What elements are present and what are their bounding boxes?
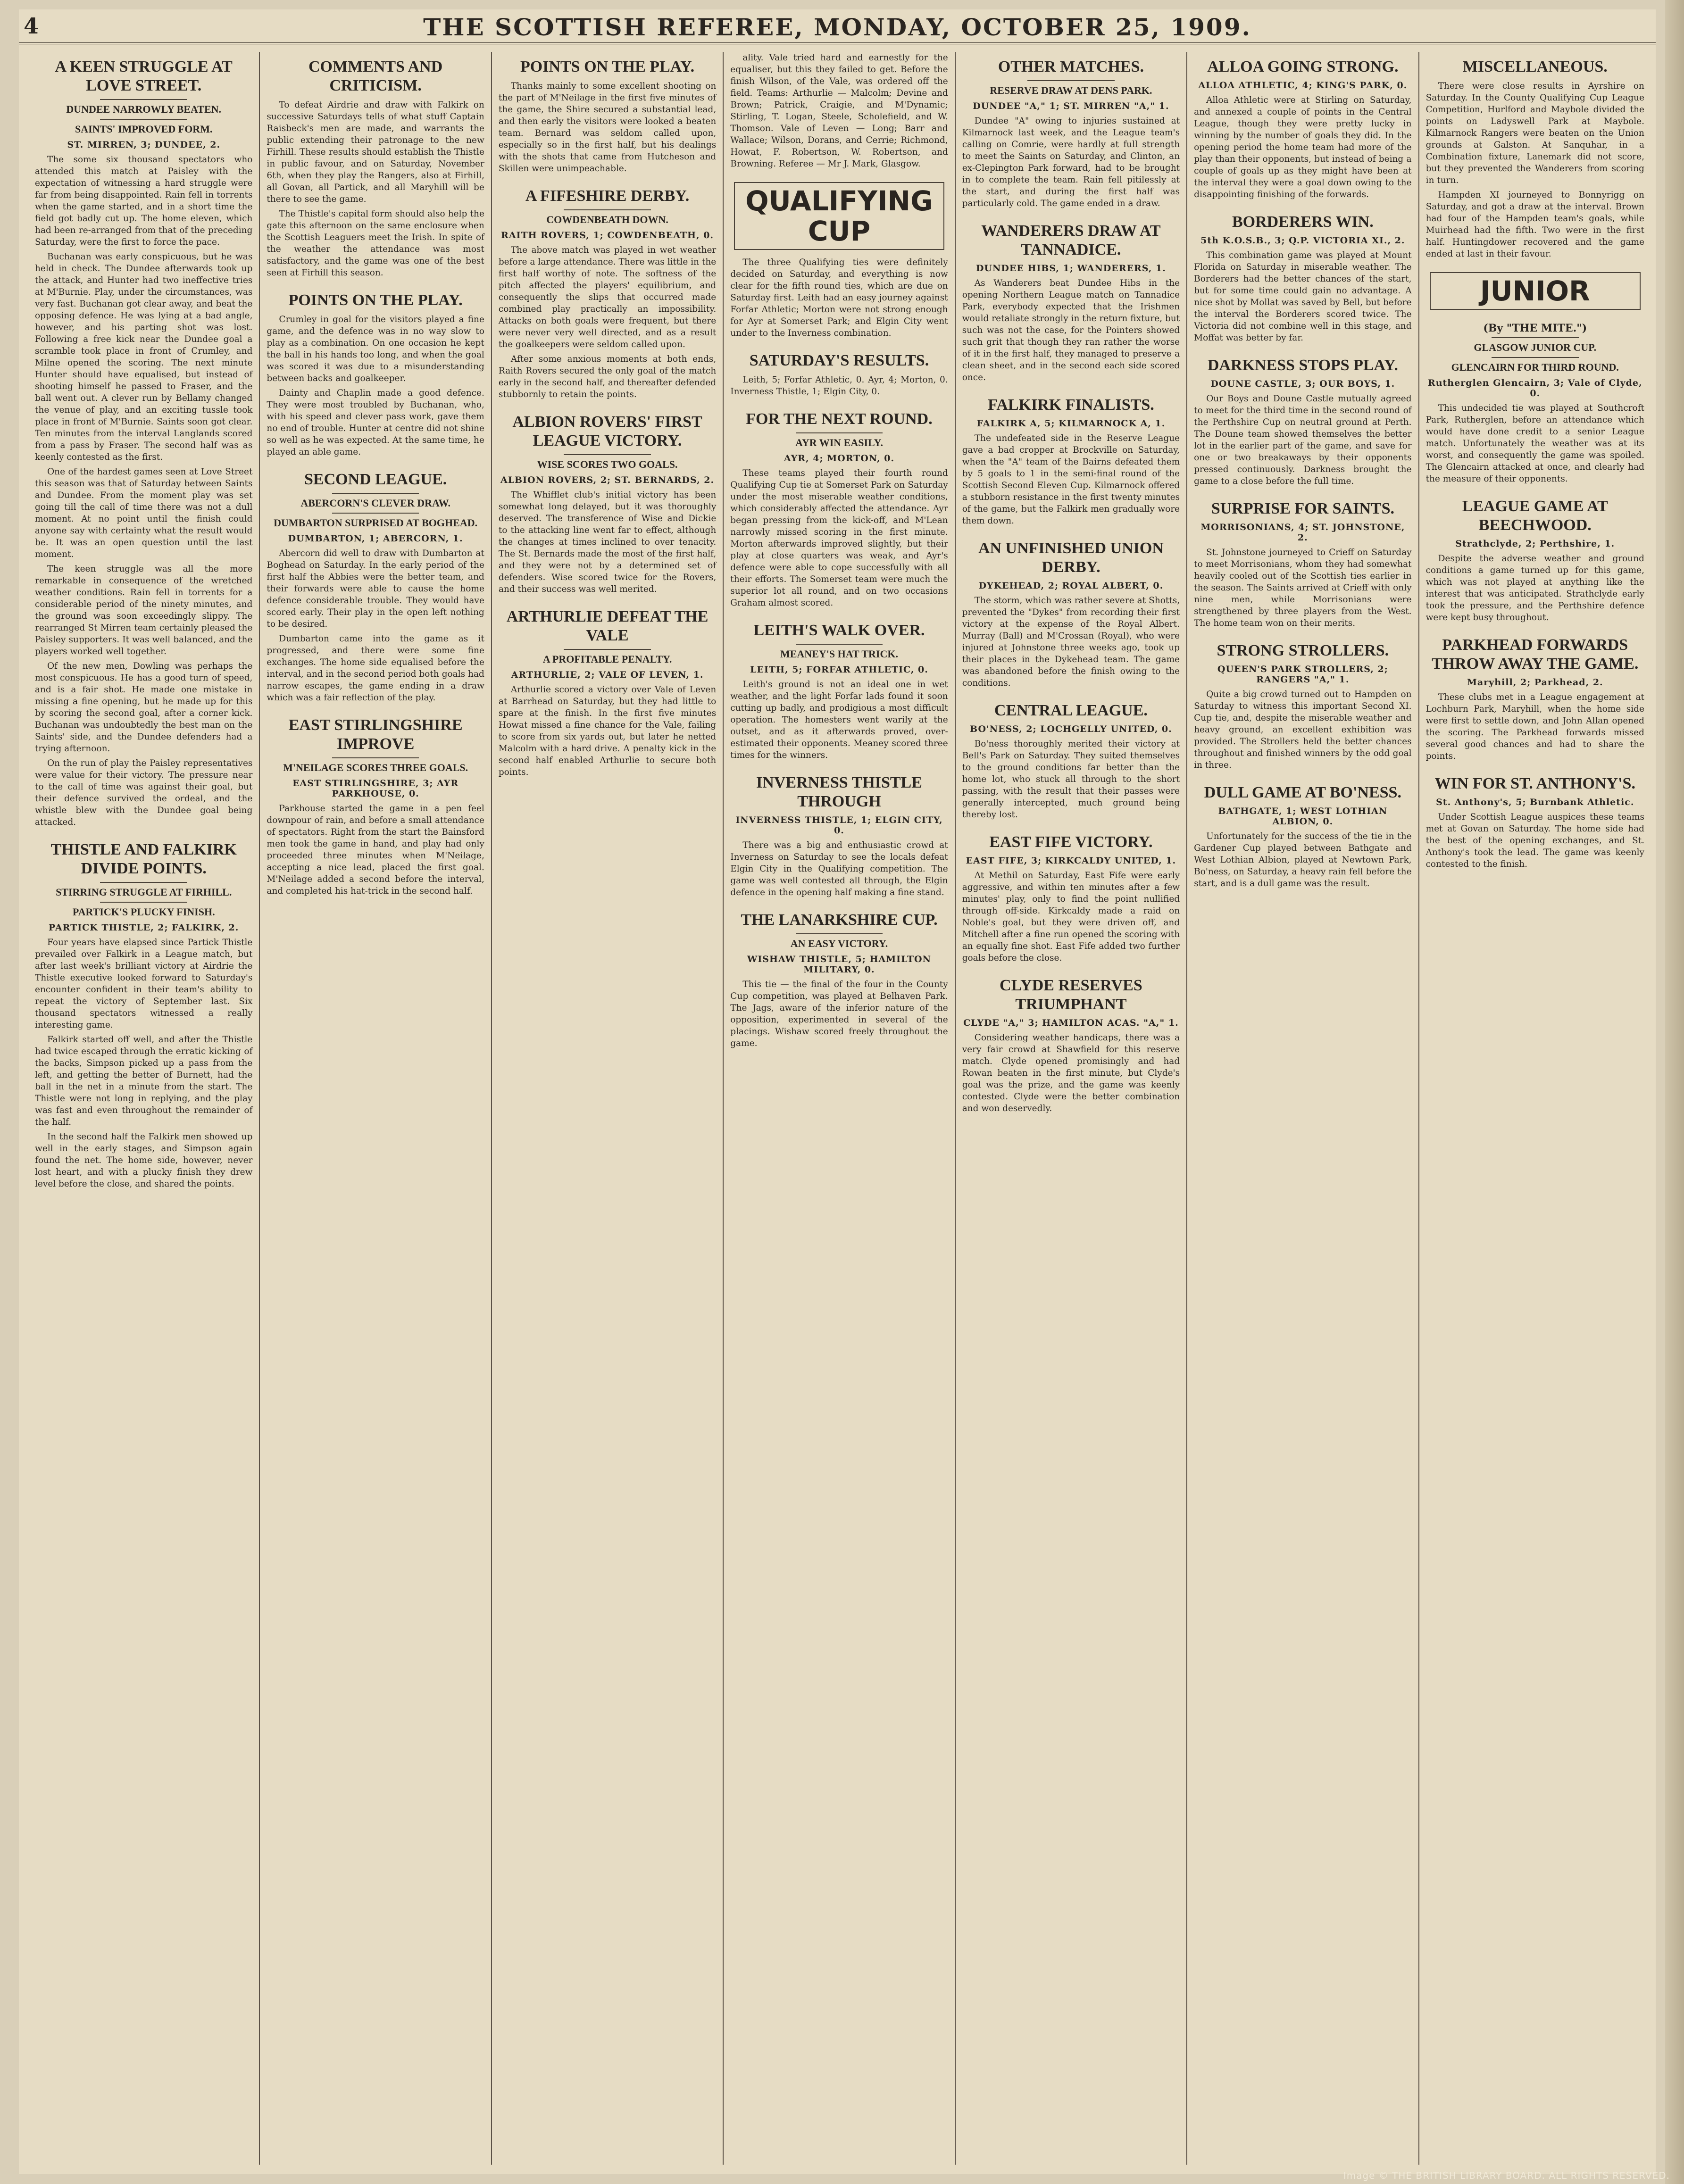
article-subheading: A PROFITABLE PENALTY. xyxy=(542,653,672,665)
columns-container xyxy=(28,52,1651,2165)
article xyxy=(1426,58,1644,260)
article-paragraph: This combination game was played at Mount Florida on Saturday in miserable weather. The Borderers had the better chances of the start, but for some time could gain no advantage. A nice shot by Mollat was saved by Bell, but before the interval the Borderers scored twice. The Victoria did not combine well in this stage, and Moffat was better by far. xyxy=(1194,250,1412,343)
article-paragraph: At Methil on Saturday, East Fife were early aggressive, and within ten minutes after a few minutes' play, only to find the point nullified through off-side. Kirkcaldy made a raid on Noble's goal, but they were driven off, and Mitchell after a fine run opened the scoring with an equally fine shot. East Fife added two further goals before the close. xyxy=(962,871,1180,963)
article-headline: INVERNESS THISTLE THROUGH xyxy=(756,774,922,810)
article-paragraph: Unfortunately for the success of the tie in the Gardener Cup played between Bathgate and West Lothian Albion, played at Newtown Park, Bo'ness, on Saturday, a heavy rain fell before the start, and is a dull game was the result. xyxy=(1194,831,1412,889)
article xyxy=(35,58,252,828)
divider-rule xyxy=(1027,80,1115,81)
article-headline: WIN FOR ST. ANTHONY'S. xyxy=(1434,775,1635,792)
article-body xyxy=(1194,249,1411,344)
match-score: EAST FIFE, 3; KIRKCALDY UNITED, 1. xyxy=(966,855,1176,866)
article xyxy=(730,621,948,761)
article-paragraph: To defeat Airdrie and draw with Falkirk on successive Saturdays tells of what stuff Captain Raisbeck's men are made, and warrants the public extending their patronage to the new Firhill. These results should establish the Thistle in public favour, and on Saturday, November 6th, when they play the Rangers, also at Firhill, all Govan, all Partick, and all Maryhill will be there to see the game. xyxy=(267,100,484,204)
article xyxy=(499,607,716,778)
article xyxy=(962,701,1180,821)
match-score: DUNDEE HIBS, 1; WANDERERS, 1. xyxy=(975,263,1166,274)
article-paragraph: St. Johnstone journeyed to Crieff on Saturday to meet Morrisonians, whom they had somewhat heavily cooled out of the Scottish ties earlier in the season. The Saints arrived at Crieff with only nine men, while Morrisonians were strengthened by three players from the West. The home team won on their merits. xyxy=(1194,548,1412,628)
article-paragraph: On the run of play the Paisley representatives were value for their victory. The pressure near to the call of time was against their goal, but their defence survived the ordeal, and the whistle blew with the Dundee goal being attacked. xyxy=(35,758,253,827)
article-body xyxy=(730,679,948,761)
article-paragraph: Alloa Athletic were at Stirling on Saturday, and annexed a couple of points in the Central League, though they were pretty lucky in winning by the number of goals they did. In the opening period the home team had more of the play than their opponents, but instead of being a couple of goals up as they might have been at the interval they were a goal down owing to the disappointing finishing of the forwards. xyxy=(1194,95,1412,199)
article-body xyxy=(1426,553,1644,623)
article-subheading: DUNDEE NARROWLY BEATEN. xyxy=(66,103,222,115)
article xyxy=(1194,783,1411,889)
newspaper-page xyxy=(19,9,1656,2174)
article-paragraph: Leith's ground is not an ideal one in wet weather, and the light Forfar lads found it soon cutting up badly, and prodigious a most difficult operation. The homesters went warily at the outset, and as it afterwards proved, over-estimated their opponents. Meaney scored three times for the winners. xyxy=(730,680,948,760)
article-headline: ALLOA GOING STRONG. xyxy=(1207,58,1399,75)
article-paragraph: Quite a big crowd turned out to Hampden on Saturday to witness this important Second XI. Cup tie, and, despite the miserable weather and heavy ground, an excellent exhibition was provided. The Strollers held the better chances throughout and finished winners by the odd goal in three. xyxy=(1194,689,1412,770)
column-2 xyxy=(260,52,492,2165)
match-score: QUEEN'S PARK STROLLERS, 2; RANGERS "A," 1. xyxy=(1217,664,1388,685)
match-score: St. Anthony's, 5; Burnbank Athletic. xyxy=(1436,797,1634,807)
divider-rule xyxy=(332,757,419,758)
divider-rule xyxy=(796,933,883,934)
article-body xyxy=(267,548,484,704)
article-body xyxy=(730,52,948,170)
article xyxy=(962,58,1180,209)
article-paragraph: The keen struggle was all the more remarkable in consequence of the wretched weather conditions. Rain fell in torrents for a considerable period of the ninety minutes, and the ground was soon exceedingly slippy. The rearranged St Mirren team certainly pleased the Paisley supporters. It was well balanced, and the players worked well together. xyxy=(35,564,253,656)
article-headline: SURPRISE FOR SAINTS. xyxy=(1211,500,1394,517)
page-number: 4 xyxy=(24,13,39,39)
article-body xyxy=(1194,547,1411,629)
article-paragraph: One of the hardest games seen at Love Street this season was that of Saturday between Saints and Dundee. From the moment play was set going till the call of time there was not a dull moment. At no point until the finish could anyone say with certainty what the result would be. It was an open question until the last moment. xyxy=(35,467,253,559)
column-6 xyxy=(1187,52,1419,2165)
article-paragraph: ality. Vale tried hard and earnestly for the equaliser, but this they failed to get. Before the finish Wilson, of the Vale, was ordered off the field. Teams: Arthurlie — Malcolm; Devine and Brown; Patrick, Craigie, and M'Dynamic; Stirling, T. Logan, Steele, Scholefield, and W. Thomson. Vale of Leven — Long; Barr and Wallace; Wilson, Dorans, and Cerrie; Richmond, Howat, F. Robertson, W. Robertson, and Browning. Referee — Mr J. Mark, Glasgow. xyxy=(730,53,948,169)
match-score: Rutherglen Glencairn, 3; Vale of Clyde, 0. xyxy=(1427,378,1642,399)
article-subheading: RESERVE DRAW AT DENS PARK. xyxy=(990,84,1152,96)
divider-rule xyxy=(100,119,187,120)
article xyxy=(499,58,716,174)
divider-rule xyxy=(100,99,187,100)
article-subheading: STIRRING STRUGGLE AT FIRHILL. xyxy=(56,886,232,898)
match-score: INVERNESS THISTLE, 1; ELGIN CITY, 0. xyxy=(735,815,943,836)
article xyxy=(1194,356,1411,487)
article-headline: SATURDAY'S RESULTS. xyxy=(749,352,929,369)
article-body xyxy=(499,80,716,174)
article-body xyxy=(962,595,1180,689)
match-score: 5th K.O.S.B., 3; Q.P. VICTORIA XI., 2. xyxy=(1200,235,1405,246)
article-headline: PARKHEAD FORWARDS THROW AWAY THE GAME. xyxy=(1432,636,1639,673)
article-headline: DULL GAME AT BO'NESS. xyxy=(1204,784,1401,801)
article-body xyxy=(499,489,716,595)
article-byline: (By "THE MITE.") xyxy=(1483,322,1587,334)
match-score: MORRISONIANS, 4; ST. JOHNSTONE, 2. xyxy=(1200,522,1405,543)
match-score: FALKIRK A, 5; KILMARNOCK A, 1. xyxy=(976,418,1166,429)
divider-rule xyxy=(100,882,187,883)
article xyxy=(730,351,948,398)
article-paragraph: Falkirk started off well, and after the Thistle had twice escaped through the erratic kicking of the backs, Simpson picked up a pass from the left, and getting the better of Burnett, had the ball in the net in a minute from the start. The Thistle were not long in replying, and the play was fast and even throughout the remainder of the half. xyxy=(35,1035,253,1127)
match-score: ST. MIRREN, 3; DUNDEE, 2. xyxy=(67,140,221,150)
article xyxy=(1426,774,1644,870)
match-score: WISHAW THISTLE, 5; HAMILTON MILITARY, 0. xyxy=(747,954,931,975)
match-score: BATHGATE, 1; WEST LOTHIAN ALBION, 0. xyxy=(1218,806,1388,827)
divider-rule xyxy=(796,644,883,645)
article-subheading: GLASGOW JUNIOR CUP. xyxy=(1474,341,1597,353)
article-subheading: GLENCAIRN FOR THIRD ROUND. xyxy=(1451,361,1619,373)
article-paragraph: Our Boys and Doune Castle mutually agreed to meet for the third time in the second round of the Perthshire Cup on neutral ground at Perth. The Doune team showed themselves the better lot in the earlier part of the game, and save for one or two breakaways by their opponents pressed continuously. Darkness brought the game to a close before the full time. xyxy=(1194,394,1412,486)
article-paragraph: As Wanderers beat Dundee Hibs in the opening Northern League match on Tannadice Park, everybody expected that the Irishmen would retaliate strongly in the return fixture, but such was not the case, for the Pointers showed such grit that though they ran rather the worse of it in the first half, they managed to preserve a clean sheet, and in the second each side scored once. xyxy=(962,278,1180,382)
divider-rule xyxy=(332,493,419,494)
column-1 xyxy=(28,52,260,2165)
match-score: AYR, 4; MORTON, 0. xyxy=(784,453,895,464)
article-subheading: AYR WIN EASILY. xyxy=(795,437,884,448)
article xyxy=(962,222,1180,383)
match-score: BO'NESS, 2; LOCHGELLY UNITED, 0. xyxy=(970,724,1172,734)
article-body xyxy=(962,277,1180,383)
article xyxy=(267,470,484,704)
article-headline: CENTRAL LEAGUE. xyxy=(994,702,1148,719)
article-body xyxy=(1426,80,1644,260)
article-body xyxy=(962,115,1180,209)
article-headline: POINTS ON THE PLAY. xyxy=(288,291,463,309)
divider-rule xyxy=(564,649,651,650)
column-7 xyxy=(1419,52,1651,2165)
article-body xyxy=(267,314,484,458)
divider-rule xyxy=(564,454,651,455)
article xyxy=(267,291,484,458)
article xyxy=(1426,322,1644,485)
article-body xyxy=(962,432,1180,527)
article-paragraph: The three Qualifying ties were definitely decided on Saturday, and everything is now clear for the fifth round ties, which are due on Saturday first. Leith had an easy journey against Forfar Athletic; Morton were not strong enough for Ayr at Somerset Park; and Elgin City went under to the Inverness combination. xyxy=(730,257,948,338)
match-score: RAITH ROVERS, 1; COWDENBEATH, 0. xyxy=(501,230,714,241)
article-headline: BORDERERS WIN. xyxy=(1232,213,1374,231)
article-headline: A FIFESHIRE DERBY. xyxy=(525,187,690,205)
article-paragraph: The above match was played in wet weather before a large attendance. There was little in the first half worthy of note. The softness of the pitch affected the players' equilibrium, and consequently the slips that occurred made combined play practically an impossibility. Attacks on both goals were frequent, but there were never very well directed, and as a result the goalkeepers were seldom called upon. xyxy=(498,245,717,349)
match-score: EAST STIRLINGSHIRE, 3; AYR PARKHOUSE, 0. xyxy=(292,778,459,799)
article-headline: MISCELLANEOUS. xyxy=(1462,58,1608,75)
article-paragraph: Buchanan was early conspicuous, but he was held in check. The Dundee afterwards took up the attack, and Hunter had two ineffective tries at M'Burnie. Play, under the circumstances, was very fast. Buchanan got clear away, and beat the opposing defence. He was lying at a bad angle, however, and his parting shot was lost. Following a free kick near the Dundee goal a scramble took place in front of Crumley, and Milne opened the scoring. The next minute Hunter should have equalised, but instead of shooting himself he passed to Fraser, and the ball went out. A clever run by Bellamy changed the venue of play, and an exciting tussle took place in front of M'Burnie. Saints soon got clear. Ten minutes from the interval Langlands scored from a pass by Fraser. The second half was as keenly contested as the first. xyxy=(35,252,253,462)
article-headline: CLYDE RESERVES TRIUMPHANT xyxy=(1000,977,1142,1013)
masthead xyxy=(19,9,1656,44)
article-headline: THISTLE AND FALKIRK DIVIDE POINTS. xyxy=(50,841,237,877)
article-headline: QUALIFYING CUP xyxy=(734,182,944,250)
article-body xyxy=(267,803,484,897)
article-headline: ALBION ROVERS' FIRST LEAGUE VICTORY. xyxy=(512,413,702,449)
article-subheading: MEANEY'S HAT TRICK. xyxy=(780,648,898,660)
article xyxy=(267,716,484,897)
article-paragraph: Crumley in goal for the visitors played a fine game, and the defence was in no way slow to play as a combination. On one occasion he kept the ball in his hands too long, and when the goal was scored it was due to a misunderstanding between backs and goalkeeper. xyxy=(267,315,484,383)
article-body xyxy=(730,374,948,398)
article-headline: THE LANARKSHIRE CUP. xyxy=(741,911,938,929)
column-3 xyxy=(492,52,724,2165)
article-paragraph: Arthurlie scored a victory over Vale of Leven at Barrhead on Saturday, but they had little to spare at the finish. In the first five minutes Howat missed a fine chance for the Vale, failing to score from six yards out, but later he netted Malcolm with a hard drive. A penalty kick in the second half enabled Arthurlie to secure both points. xyxy=(498,685,717,777)
article-headline: POINTS ON THE PLAY. xyxy=(520,58,695,75)
article xyxy=(962,833,1180,964)
match-score: DUMBARTON, 1; ABERCORN, 1. xyxy=(288,533,463,544)
article xyxy=(962,539,1180,689)
article-paragraph: Under Scottish League auspices these teams met at Govan on Saturday. The home side had the best of the opening exchanges, and St. Anthony's took the lead. The game was keenly contested to the finish. xyxy=(1426,812,1644,869)
article xyxy=(499,187,716,400)
article-paragraph: The some six thousand spectators who attended this match at Paisley with the expectation of witnessing a hard struggle were far from being disappointed. Rain fell in torrents when the game started, and in a short time the field got badly cut up. The home eleven, which had been re-arranged from that of the preceding Saturday, were the first to force the pace. xyxy=(35,155,253,247)
article xyxy=(1194,213,1411,344)
article-body xyxy=(1426,691,1644,762)
article-paragraph: In the second half the Falkirk men showed up well in the early stages, and Simpson again found the net. The home side, however, never lost heart, and with a plucky finish they drew level before the close, and shared the points. xyxy=(35,1132,253,1189)
article-paragraph: Despite the adverse weather and ground conditions a game turned up for this game, which was not played at anything like the interest that was anticipated. Strathclyde early took the pressure, and the Perthshire defence were kept busy throughout. xyxy=(1426,554,1644,623)
column-4 xyxy=(724,52,955,2165)
article-paragraph: Four years have elapsed since Partick Thistle prevailed over Falkirk in a League match, but after last week's brilliant victory at Airdrie the Thistle executive looked forward to Saturday's encounter confident in their team's ability to repeat the victory of September last. Six thousand spectators witnessed a really interesting game. xyxy=(35,938,253,1030)
article-subheading: WISE SCORES TWO GOALS. xyxy=(537,458,678,470)
image-credit: Image © THE BRITISH LIBRARY BOARD. ALL RIGHTS RESERVED. xyxy=(1343,2170,1670,2181)
article-headline: A KEEN STRUGGLE AT LOVE STREET. xyxy=(55,58,233,94)
article-subheading: ABERCORN'S CLEVER DRAW. xyxy=(300,497,450,509)
article-body xyxy=(499,684,716,778)
article-body xyxy=(267,99,484,279)
article-paragraph: The storm, which was rather severe at Shotts, prevented the "Dykes" from recording their first victory at the expense of the Royal Albert. Murray (Ball) and M'Crossan (Royal), who were injured at Johnstone three weeks ago, took up their places in the Dykehead team. The game was abandoned before the finish owing to the conditions. xyxy=(962,596,1180,688)
match-score: CLYDE "A," 3; HAMILTON ACAS. "A," 1. xyxy=(963,1018,1179,1028)
article-headline: LEITH'S WALK OVER. xyxy=(753,622,925,639)
article-body xyxy=(962,738,1180,821)
article-paragraph: Thanks mainly to some excellent shooting on the part of M'Neilage in the first five minutes of the game, the Shire secured a substantial lead, and then early the visitors were looked a beaten team. Bernard was seldom called upon, especially so in the first half, but his dealings with the shots that came from Hutcheson and Skillen were unimpeachable. xyxy=(498,81,717,174)
divider-rule xyxy=(332,513,419,514)
article-paragraph: The Whifflet club's initial victory has been somewhat long delayed, but it was thoroughly deserved. The transference of Wise and Dickie to the attacking line went far to effect, although the changes at times inclined to over tenacity. The St. Bernards made the most of the first half, and they were not by a determined set of defenders. Wise scored twice for the Rovers, and their success was well merited. xyxy=(498,490,717,594)
article-body xyxy=(962,1032,1180,1114)
match-score: LEITH, 5; FORFAR ATHLETIC, 0. xyxy=(750,664,928,675)
article xyxy=(730,52,948,170)
article-headline: AN UNFINISHED UNION DERBY. xyxy=(978,540,1164,576)
article-subheading: DUMBARTON SURPRISED AT BOGHEAD. xyxy=(274,517,478,529)
article-headline: ARTHURLIE DEFEAT THE VALE xyxy=(506,608,709,644)
article-subheading: PARTICK'S PLUCKY FINISH. xyxy=(72,906,215,918)
divider-rule xyxy=(564,209,651,210)
article-paragraph: The Thistle's capital form should also help the gate this afternoon on the same enclosure when the Scottish Leaguers meet the Irish. In spite of the weather the attendance was most satisfactory, and the game was one of the best seen at Firhill this season. xyxy=(267,209,484,278)
article-paragraph: This undecided tie was played at Southcroft Park, Rutherglen, before an attendance which would have done credit to a senior League match. Unfortunately the weather was at its worst, and consequently the game was spoiled. The Glencairn attacked at once, and clearly had the measure of their opponents. xyxy=(1426,403,1644,484)
article xyxy=(1426,272,1644,310)
divider-rule xyxy=(796,432,883,433)
article-paragraph: This tie — the final of the four in the County Cup competition, was played at Belhaven Park. The Jags, aware of the inferior nature of the opposition, experimented in several of the placings. Wishaw scored freely throughout the game. xyxy=(730,980,948,1048)
article-body xyxy=(1194,689,1411,771)
article xyxy=(267,58,484,279)
article-headline: WANDERERS DRAW AT TANNADICE. xyxy=(981,222,1161,258)
article-paragraph: Bo'ness thoroughly merited their victory at Bell's Park on Saturday. They suited themselves to the ground conditions far better than the home lot, who stuck all through to the short passing, with the result that their passes were generally intercepted, much ground being thereby lost. xyxy=(962,739,1180,820)
match-score: Strathclyde, 2; Perthshire, 1. xyxy=(1455,539,1615,549)
match-score: DYKEHEAD, 2; ROYAL ALBERT, 0. xyxy=(978,581,1164,591)
match-score: DUNDEE "A," 1; ST. MIRREN "A," 1. xyxy=(973,101,1169,111)
article-body xyxy=(962,870,1180,964)
article-body xyxy=(35,154,252,828)
article xyxy=(1426,497,1644,623)
page-fold xyxy=(1665,0,1684,2184)
article-headline: COMMENTS AND CRITICISM. xyxy=(308,58,443,94)
article-body xyxy=(730,257,948,339)
article-paragraph: Of the new men, Dowling was perhaps the most conspicuous. He has a good turn of speed, and is a fair shot. He made one mistake in missing a fine opening, but he made up for this by scoring the second goal, after a corner kick. Buchanan was undoubtedly the best man on the Saints' side, and the Dundee defenders had a trying afternoon. xyxy=(35,661,253,754)
article xyxy=(962,396,1180,527)
article xyxy=(730,911,948,1049)
divider-rule xyxy=(100,902,187,903)
article-headline: EAST STIRLINGSHIRE IMPROVE xyxy=(288,716,463,753)
article-body xyxy=(1194,830,1411,889)
article-body xyxy=(499,244,716,400)
article-paragraph: Abercorn did well to draw with Dumbarton at Boghead on Saturday. In the early period of the first half the Abbies were the better team, and their forwards were able to cause the home defence considerable trouble. They would have scored early. Their play in the open left nothing to be desired. xyxy=(267,548,484,629)
article-subheading: AN EASY VICTORY. xyxy=(790,938,888,949)
article xyxy=(35,840,252,1190)
article xyxy=(730,410,948,609)
article-paragraph: Hampden XI journeyed to Bonnyrigg on Saturday, and got a draw at the interval. Brown had four of the Hampden team's goals, while Muirhead had the fifth. Two were in the first half. Huntingdower recovered and the game ended at last in their favour. xyxy=(1426,190,1644,259)
article xyxy=(962,976,1180,1114)
article-body xyxy=(730,467,948,609)
article xyxy=(730,773,948,898)
newspaper-title: THE SCOTTISH REFEREE, MONDAY, OCTOBER 25, 1909. xyxy=(423,13,1251,41)
article-body xyxy=(1194,393,1411,487)
article-paragraph: Dainty and Chaplin made a good defence. They were most troubled by Buchanan, who, with his speed and clever pass work, gave them no end of trouble. Hunter at centre did not shine so well as he was expected. At the same time, he played an able game. xyxy=(267,388,484,457)
article-paragraph: Dumbarton came into the game as it progressed, and there were some fine exchanges. The home side equalised before the interval, and in the second period both goals had narrow escapes, the game ending in a draw which was a fair reflection of the play. xyxy=(267,634,484,703)
article xyxy=(499,413,716,595)
article-subheading: M'NEILAGE SCORES THREE GOALS. xyxy=(283,762,468,773)
article-paragraph: There were close results in Ayrshire on Saturday. In the County Qualifying Cup League Competition, Hurlford and Maybole divided the points on Ladyswell Park at Maybole. Kilmarnock Rangers were beaten on the Union grounds at Galston. At Sanquhar, in a Combination fixture, Lanemark did not score, but they prevented the Wanderers from scoring in turn. xyxy=(1426,81,1644,185)
article-subheading: SAINTS' IMPROVED FORM. xyxy=(75,123,213,135)
column-5 xyxy=(956,52,1187,2165)
article-headline: STRONG STROLLERS. xyxy=(1217,642,1389,659)
article xyxy=(1194,499,1411,629)
article-headline: OTHER MATCHES. xyxy=(998,58,1144,75)
article-paragraph: Dundee "A" owing to injuries sustained at Kilmarnock last week, and the League team's calling on Comrie, were hardly at full strength to meet the Saints on Saturday, and Clinton, an ex-Clepington Park forward, had to be brought in to complete the team. Rain fell pitilessly at the start, and during the first half was particularly cold. The game ended in a draw. xyxy=(962,116,1180,208)
article-headline: EAST FIFE VICTORY. xyxy=(989,833,1153,851)
article-paragraph: After some anxious moments at both ends, Raith Rovers secured the only goal of the match early in the second half, and thereafter defended stubbornly to retain the points. xyxy=(498,354,717,399)
article-headline: LEAGUE GAME AT BEECHWOOD. xyxy=(1462,498,1608,534)
article xyxy=(1194,641,1411,771)
article-paragraph: Considering weather handicaps, there was a very fair crowd at Shawfield for this reserve match. Clyde opened promisingly and had Rowan beaten in the first minute, but Clyde's goal was the prize, and the game was keenly contested. Clyde were the better combination and won deservedly. xyxy=(962,1033,1180,1113)
article xyxy=(1426,636,1644,762)
match-score: PARTICK THISTLE, 2; FALKIRK, 2. xyxy=(49,922,239,933)
match-score: ALBION ROVERS, 2; ST. BERNARDS, 2. xyxy=(500,475,715,485)
article-body xyxy=(730,839,948,898)
article-headline: JUNIOR xyxy=(1430,272,1641,310)
match-score: ALLOA ATHLETIC, 4; KING'S PARK, 0. xyxy=(1198,80,1408,91)
article-paragraph: These teams played their fourth round Qualifying Cup tie at Somerset Park on Saturday under the most miserable weather conditions, which considerably affected the attendance. Ayr began pressing from the kick-off, and M'Lean narrowly missed scoring in the first minute. Morton afterwards improved slightly, but their play at close quarters was weak, and Ayr's defence were able to cope successfully with all their efforts. The Somerset team were much the superior lot all round, and on two occasions Graham almost scored. xyxy=(730,468,948,608)
article-body xyxy=(1426,402,1644,485)
article-headline: DARKNESS STOPS PLAY. xyxy=(1207,357,1398,374)
article-paragraph: There was a big and enthusiastic crowd at Inverness on Saturday to see the locals defeat Elgin City in the Qualifying competition. The game was well contested all through, the Elgin defence in the opening half making a fine stand. xyxy=(730,840,948,897)
article-subheading: COWDENBEATH DOWN. xyxy=(546,214,668,225)
match-score: ARTHURLIE, 2; VALE OF LEVEN, 1. xyxy=(511,670,704,680)
article-paragraph: Parkhouse started the game in a pen feel downpour of rain, and before a small attendance of spectators. Right from the start the Bainsford men took the game in hand, and play had only proceeded three minutes when M'Neilage, accepting a nice lead, placed the first goal. M'Neilage added a second before the interval, and completed his hat-trick in the second half. xyxy=(267,804,484,896)
article-body xyxy=(1426,811,1644,870)
article xyxy=(730,182,948,339)
article xyxy=(1194,58,1411,200)
article-paragraph: The undefeated side in the Reserve League gave a bad cropper at Brockville on Saturday, when the "A" team of the Bairns defeated them by 5 goals to 1 in the semi-final round of the Scottish Second Eleven Cup. Kilmarnock offered a stubborn resistance in the first twenty minutes of the game, but the Falkirk men gradually wore them down. xyxy=(962,433,1180,526)
divider-rule xyxy=(1492,357,1579,358)
article-headline: FOR THE NEXT ROUND. xyxy=(746,410,933,428)
article-headline: SECOND LEAGUE. xyxy=(304,471,447,488)
article-paragraph: These clubs met in a League engagement at Lochburn Park, Maryhill, when the home side were first to settle down, and John Allan opened the scoring. The Parkhead forwards missed several good chances and had to share the points. xyxy=(1426,692,1644,761)
match-score: Maryhill, 2; Parkhead, 2. xyxy=(1467,677,1603,688)
divider-rule xyxy=(1492,337,1579,338)
article-body xyxy=(1194,94,1411,200)
article-headline: FALKIRK FINALISTS. xyxy=(988,396,1154,414)
article-paragraph: Leith, 5; Forfar Athletic, 0. Ayr, 4; Morton, 0. Inverness Thistle, 1; Elgin City, 0. xyxy=(730,375,948,397)
article-body xyxy=(35,937,252,1190)
article-body xyxy=(730,979,948,1049)
match-score: DOUNE CASTLE, 3; OUR BOYS, 1. xyxy=(1210,379,1395,389)
